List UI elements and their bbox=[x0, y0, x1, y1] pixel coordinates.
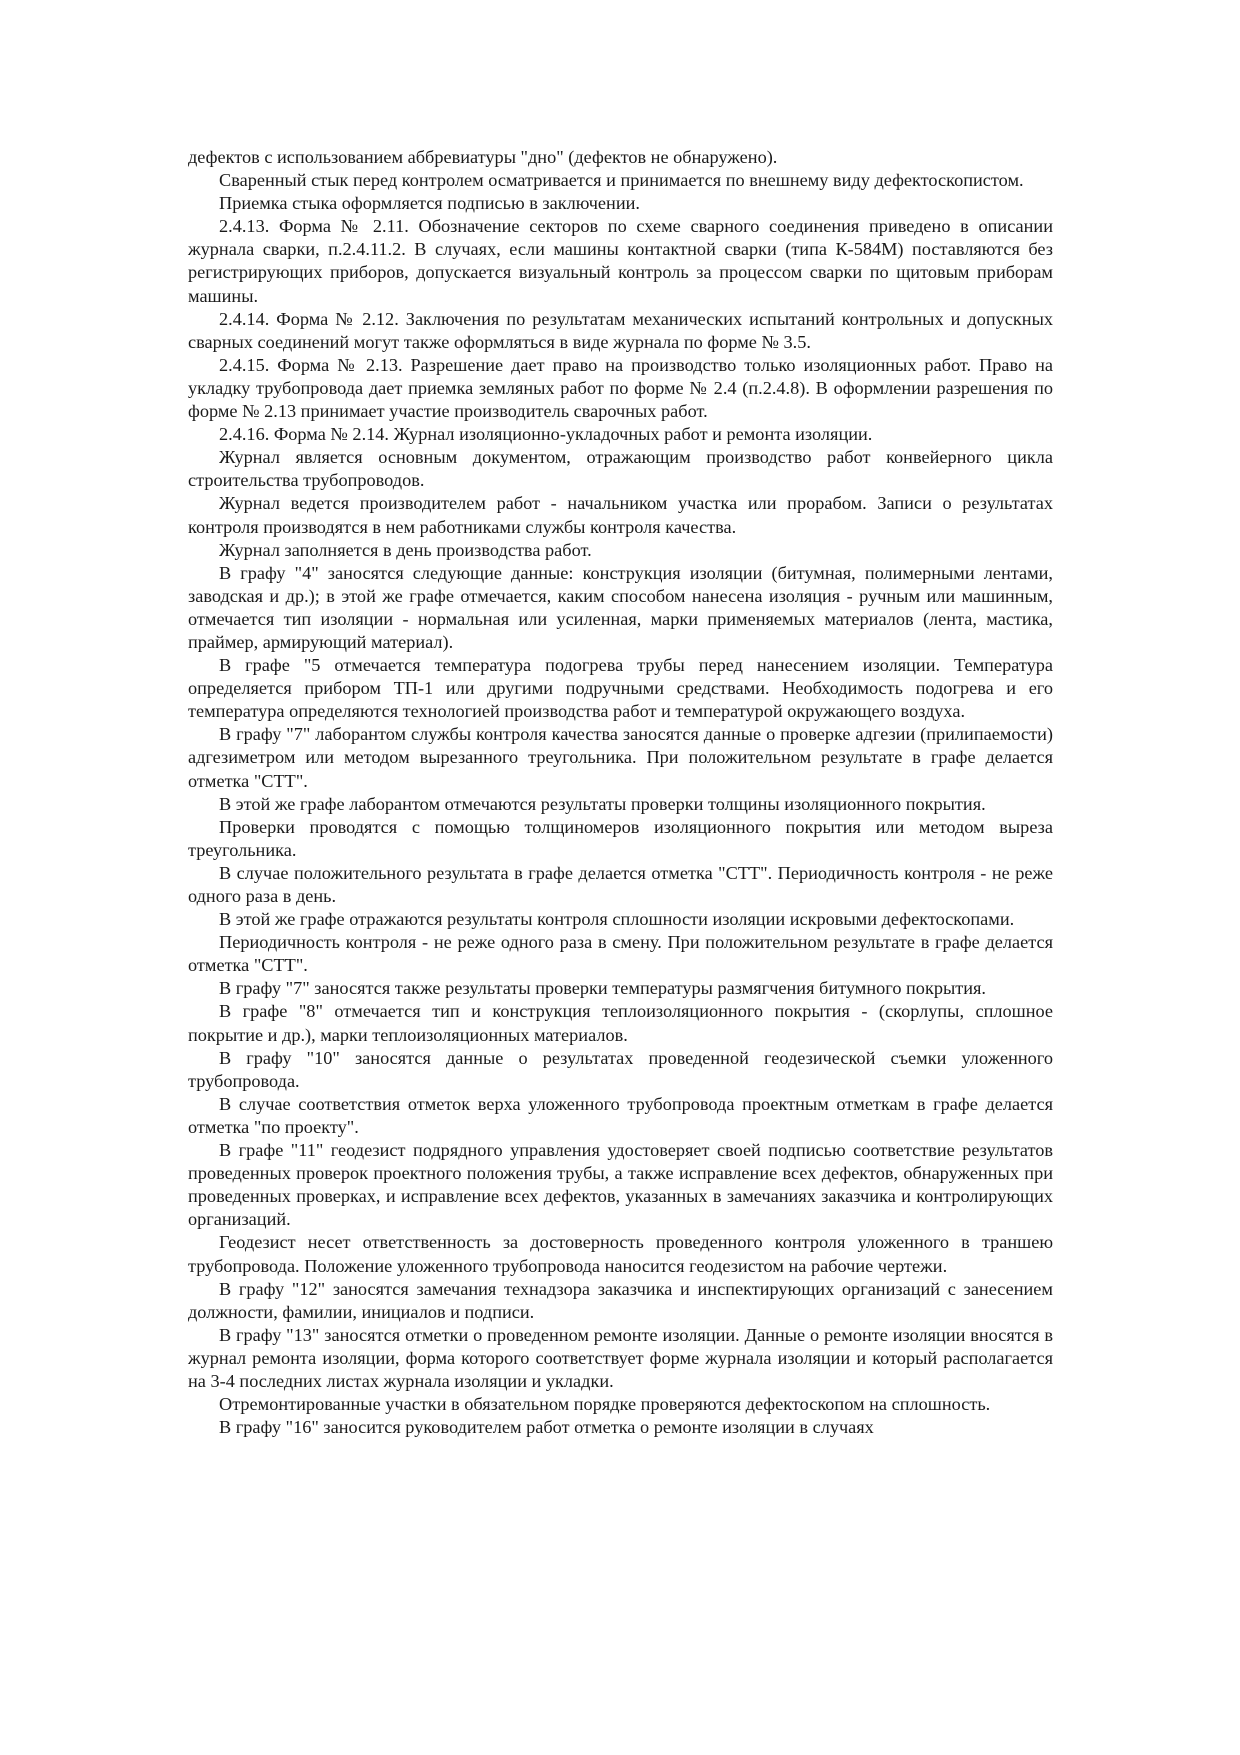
document-page bbox=[188, 146, 1053, 1439]
paragraph: Журнал ведется производителем работ - начальником участка или прорабом. Записи о результатах контроля производятся в нем работниками службы контроля качества. bbox=[188, 493, 1053, 537]
paragraph: В графе "11" геодезист подрядного управления удостоверяет своей подписью соответствие результатов проведенных проверок проектного положения трубы, а также исправление всех дефектов, обнаруженных при проведенных проверках, и исправление всех дефектов, указанных в замечаниях заказчика и контролирующих организаций. bbox=[188, 1140, 1053, 1230]
paragraph: В графу "10" заносятся данные о результатах проведенной геодезической съемки уложенного трубопровода. bbox=[188, 1047, 1053, 1091]
paragraph: В графу "7" лаборантом службы контроля качества заносятся данные о проверке адгезии (прилипаемости) адгезиметром или методом вырезанного треугольника. При положительном результате в графе делается отметка "СТТ". bbox=[188, 724, 1053, 791]
paragraph: Проверки проводятся с помощью толщиномеров изоляционного покрытия или методом выреза треугольника. bbox=[188, 816, 1053, 860]
paragraph: В графу "4" заносятся следующие данные: конструкция изоляции (битумная, полимерными лентами, заводская и др.); в этой же графе отмечается, каким способом нанесена изоляция - ручным или машинным, отмечается тип изоляции - нормальная или усиленная, марки применяемых материалов (лента, мастика, праймер, армирующий материал). bbox=[188, 562, 1053, 652]
paragraph-section-2-4-16: 2.4.16. Форма № 2.14. Журнал изоляционно-укладочных работ и ремонта изоляции. bbox=[219, 424, 873, 445]
paragraph: В случае соответствия отметок верха уложенного трубопровода проектным отметкам в графе делается отметка "по проекту". bbox=[188, 1093, 1053, 1137]
paragraph: Журнал заполняется в день производства работ. bbox=[219, 539, 592, 560]
paragraph: Геодезист несет ответственность за достоверность проведенного контроля уложенного в траншею трубопровода. Положение уложенного трубопровода наносится геодезистом на рабочие чертежи. bbox=[188, 1232, 1053, 1276]
paragraph: дефектов с использованием аббревиатуры "дно" (дефектов не обнаружено). bbox=[188, 147, 778, 167]
paragraph-section-2-4-15: 2.4.15. Форма № 2.13. Разрешение дает право на производство только изоляционных работ. Право на укладку трубопровода дает приемка земляных работ по форме № 2.4 (п.2.4.8). В оформлении разрешения по форме № 2.13 принимает участие производитель сварочных работ. bbox=[188, 354, 1053, 422]
paragraph: В графу "13" заносятся отметки о проведенном ремонте изоляции. Данные о ремонте изоляции вносятся в журнал ремонта изоляции, форма которого соответствует форме журнала изоляции и который располагается на 3-4 последних листах журнала изоляции и укладки. bbox=[188, 1324, 1053, 1391]
paragraph: В графе "5 отмечается температура подогрева трубы перед нанесением изоляции. Температура определяется прибором ТП-1 или другими подручными средствами. Необходимость подогрева и его температура определяются технологией производства работ и температурой окружающего воздуха. bbox=[188, 655, 1053, 722]
paragraph: В графу "12" заносятся замечания технадзора заказчика и инспектирующих организаций с занесением должности, фамилии, инициалов и подписи. bbox=[188, 1278, 1053, 1322]
paragraph: Приемка стыка оформляется подписью в заключении. bbox=[219, 193, 640, 214]
paragraph: Журнал является основным документом, отражающим производство работ конвейерного цикла строительства трубопроводов. bbox=[188, 447, 1053, 491]
paragraph: В этой же графе лаборантом отмечаются результаты проверки толщины изоляционного покрытия. bbox=[219, 793, 986, 814]
paragraph: В графе "8" отмечается тип и конструкция теплоизоляционного покрытия - (скорлупы, сплошное покрытие и др.), марки теплоизоляционных материалов. bbox=[188, 1001, 1053, 1045]
paragraph: Отремонтированные участки в обязательном порядке проверяются дефектоскопом на сплошность. bbox=[219, 1394, 991, 1415]
paragraph-truncated: В графу "16" заносится руководителем работ отметка о ремонте изоляции в случаях bbox=[219, 1417, 874, 1438]
paragraph: В случае положительного результата в графе делается отметка "СТТ". Периодичность контроля - не реже одного раза в день. bbox=[188, 862, 1053, 906]
paragraph: Сваренный стык перед контролем осматривается и принимается по внешнему виду дефектоскопистом. bbox=[219, 170, 1024, 191]
paragraph-section-2-4-14: 2.4.14. Форма № 2.12. Заключения по результатам механических испытаний контрольных и допускных сварных соединений могут также оформляться в виде журнала по форме № 3.5. bbox=[188, 308, 1053, 352]
paragraph: Периодичность контроля - не реже одного раза в смену. При положительном результате в графе делается отметка "СТТ". bbox=[188, 932, 1053, 976]
paragraph: В этой же графе отражаются результаты контроля сплошности изоляции искровыми дефектоскопами. bbox=[219, 909, 1015, 930]
paragraph-section-2-4-13: 2.4.13. Форма № 2.11. Обозначение секторов по схеме сварного соединения приведено в описании журнала сварки, п.2.4.11.2. В случаях, если машины контактной сварки (типа К-584М) поставляются без регистрирующих приборов, допускается визуальный контроль за процессом сварки по щитовым приборам машины. bbox=[188, 216, 1053, 306]
paragraph: В графу "7" заносятся также результаты проверки температуры размягчения битумного покрытия. bbox=[219, 978, 987, 999]
